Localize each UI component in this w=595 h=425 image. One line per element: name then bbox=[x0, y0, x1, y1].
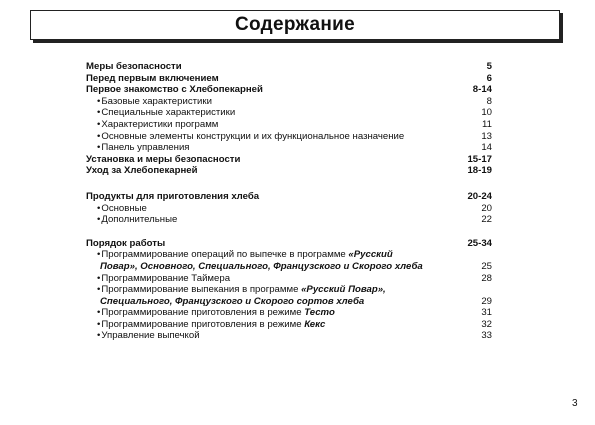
toc-subentry[interactable] bbox=[86, 142, 492, 154]
toc-entry-page: 18-19 bbox=[467, 165, 492, 177]
toc-entry-title: Первое знакомство с Хлебопекарней bbox=[86, 84, 263, 96]
title-box bbox=[30, 10, 560, 40]
toc-entry[interactable] bbox=[86, 73, 492, 85]
toc-subentry-title bbox=[86, 307, 452, 319]
toc-subentry-title: • Базовые характеристики bbox=[86, 96, 452, 108]
toc-subentry[interactable] bbox=[86, 203, 492, 215]
toc-subentry-page: 25 bbox=[481, 260, 492, 272]
toc-entry[interactable] bbox=[86, 154, 492, 166]
toc-subentry[interactable] bbox=[86, 249, 492, 272]
toc-entry[interactable] bbox=[86, 61, 492, 73]
toc-entry[interactable] bbox=[86, 165, 492, 177]
toc-entry-title: Меры безопасности bbox=[86, 61, 182, 72]
toc-subentry-title bbox=[86, 249, 452, 272]
section-gap bbox=[86, 226, 492, 238]
toc-subentry-text: Программирование приготовления в режиме bbox=[101, 318, 305, 330]
toc-entry-page: 15-17 bbox=[467, 153, 492, 165]
toc-subentry-title: • Специальные характеристики bbox=[86, 107, 452, 119]
toc-entry-page: 5 bbox=[486, 61, 492, 72]
table-of-contents bbox=[86, 61, 492, 342]
toc-subentry-page: 13 bbox=[481, 130, 492, 142]
toc-subentry-title: • Панель управления bbox=[86, 142, 452, 154]
toc-subentry-text: Программирование приготовления в режиме bbox=[101, 307, 305, 319]
toc-entry-title: Перед первым включением bbox=[86, 72, 219, 84]
toc-subentry-text: Программирование выпекания в программе bbox=[101, 284, 302, 296]
toc-subentry[interactable] bbox=[86, 307, 492, 319]
toc-subentry[interactable] bbox=[86, 107, 492, 119]
toc-subentry-title: • Основные bbox=[86, 203, 452, 215]
toc-entry[interactable] bbox=[86, 84, 492, 96]
page-title: Содержание bbox=[234, 14, 356, 35]
toc-subentry[interactable] bbox=[86, 284, 492, 307]
toc-subentry-page: 14 bbox=[481, 142, 492, 154]
toc-subentry[interactable] bbox=[86, 96, 492, 108]
toc-subentry-title: • Дополнительные bbox=[86, 214, 452, 226]
toc-entry-page: 25-34 bbox=[467, 237, 492, 249]
toc-subentry[interactable] bbox=[86, 273, 492, 285]
toc-entry-title: Установка и меры безопасности bbox=[86, 153, 241, 165]
toc-subentry-title: • Программирование Таймера bbox=[86, 273, 452, 285]
toc-entry[interactable] bbox=[86, 238, 492, 250]
toc-subentry-page: 22 bbox=[481, 214, 492, 226]
toc-subentry-page: 32 bbox=[481, 318, 492, 330]
toc-subentry-emphasis: Тесто bbox=[304, 307, 335, 319]
toc-subentry-page: 20 bbox=[481, 202, 492, 214]
toc-subentry-title bbox=[86, 319, 452, 331]
toc-subentry-emphasis: Кекс bbox=[304, 318, 326, 330]
toc-subentry-title: • Управление выпечкой bbox=[86, 330, 452, 342]
toc-entry-page: 6 bbox=[486, 72, 492, 84]
toc-entry-page: 8-14 bbox=[472, 84, 492, 96]
toc-subentry-page: 29 bbox=[481, 295, 492, 307]
toc-subentry-text: Программирование операций по выпечке в программе bbox=[101, 249, 349, 261]
toc-subentry[interactable] bbox=[86, 119, 492, 131]
toc-subentry-title bbox=[86, 284, 452, 307]
toc-subentry-title: • Характеристики программ bbox=[86, 119, 452, 131]
toc-entry[interactable] bbox=[86, 191, 492, 203]
toc-entry-page: 20-24 bbox=[467, 190, 492, 202]
toc-subentry[interactable] bbox=[86, 214, 492, 226]
toc-subentry-page: 31 bbox=[481, 307, 492, 319]
toc-subentry[interactable] bbox=[86, 330, 492, 342]
toc-entry-title: Продукты для приготовления хлеба bbox=[86, 190, 260, 202]
toc-subentry[interactable] bbox=[86, 319, 492, 331]
toc-entry-title: Уход за Хлебопекарней bbox=[86, 165, 198, 177]
page-number: 3 bbox=[572, 398, 578, 409]
toc-subentry-emphasis: «Русский bbox=[348, 249, 393, 261]
toc-entry-title: Порядок работы bbox=[86, 237, 166, 249]
toc-subentry-emphasis: Специального, Французского и Скорого сортов хлеба bbox=[100, 295, 365, 307]
toc-subentry-emphasis: Повар», Основного, Специального, Французского и Скорого хлеба bbox=[100, 260, 423, 272]
toc-subentry-page: 11 bbox=[482, 118, 492, 130]
toc-subentry[interactable] bbox=[86, 131, 492, 143]
toc-subentry-page: 33 bbox=[481, 330, 492, 342]
toc-subentry-title: • Основные элементы конструкции и их функциональное назначение bbox=[86, 131, 452, 143]
toc-subentry-emphasis: «Русский Повар», bbox=[301, 284, 386, 296]
section-gap bbox=[86, 177, 492, 191]
toc-subentry-page: 10 bbox=[481, 107, 492, 119]
toc-subentry-page: 28 bbox=[481, 272, 492, 284]
toc-subentry-page: 8 bbox=[486, 95, 492, 107]
